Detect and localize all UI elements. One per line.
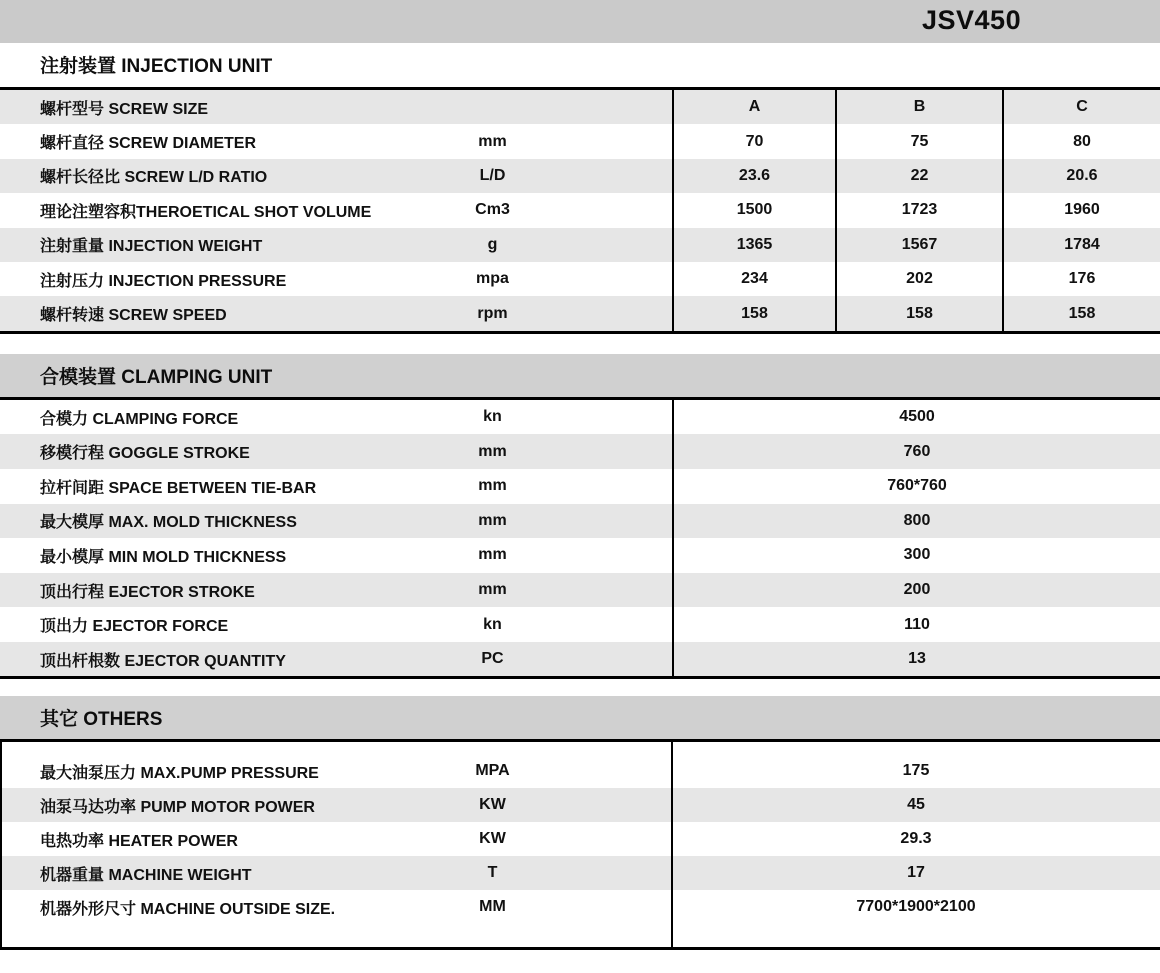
table-row: [0, 159, 1160, 193]
unit-cell: rpm: [477, 304, 508, 322]
unit-cell: kn: [483, 408, 502, 426]
row-label: 合模力 CLAMPING FORCE: [40, 410, 239, 428]
row-label: 顶出杆根数 EJECTOR QUANTITY: [40, 652, 286, 670]
value-c: 1960: [1002, 193, 1160, 227]
unit-cell: KW: [479, 796, 506, 814]
row-label: 螺杆转速 SCREW SPEED: [40, 307, 227, 325]
unit-cell: MPA: [475, 762, 510, 780]
section-band-clamping-unit: [0, 354, 1160, 400]
spacer: [565, 788, 672, 822]
spacer: [565, 754, 672, 788]
spacer: [565, 573, 672, 608]
table-row: [0, 788, 1160, 822]
value-cell: 760*760: [672, 469, 1160, 504]
value-cell: 110: [672, 607, 1160, 642]
value-cell: 800: [672, 504, 1160, 539]
section-band-others: [0, 696, 1160, 742]
unit-cell: Cm3: [475, 201, 510, 219]
top-bar: [0, 0, 1160, 43]
spacer: [565, 228, 672, 262]
value-cell: 200: [672, 573, 1160, 608]
row-label: 油泵马达功率 PUMP MOTOR POWER: [40, 798, 315, 816]
table-header-row: [0, 90, 1160, 124]
table-row: [0, 400, 1160, 435]
others-table: [0, 742, 1160, 950]
table-row: [0, 538, 1160, 573]
value-a: 1500: [672, 193, 835, 227]
row-label: 拉杆间距 SPACE BETWEEN TIE-BAR: [40, 479, 317, 497]
table-row: [0, 193, 1160, 227]
value-cell: 4500: [672, 400, 1160, 435]
value-a: 158: [672, 296, 835, 330]
spacer: [565, 296, 672, 330]
row-label: 机器重量 MACHINE WEIGHT: [40, 866, 252, 884]
unit-cell: mm: [478, 132, 507, 150]
table-row: [0, 262, 1160, 296]
clamping-unit-table: [0, 400, 1160, 680]
spacer: [565, 607, 672, 642]
value-b: 75: [835, 124, 1002, 158]
value-cell: 175: [902, 762, 930, 780]
table-row: [0, 504, 1160, 539]
value-c: 80: [1002, 124, 1160, 158]
section-title-injection-unit: 注射装置 INJECTION UNIT: [40, 56, 273, 77]
value-cell: 45: [907, 796, 925, 814]
value-b: 1723: [835, 193, 1002, 227]
unit-cell: PC: [481, 650, 504, 668]
value-b: 1567: [835, 228, 1002, 262]
value-a: 70: [672, 124, 835, 158]
section-title-others: 其它 OTHERS: [40, 709, 163, 731]
spacer: [565, 538, 672, 573]
value-cell: 29.3: [900, 830, 932, 848]
row-label: 螺杆型号 SCREW SIZE: [40, 100, 209, 118]
table-row: [0, 296, 1160, 330]
value-c: 1784: [1002, 228, 1160, 262]
value-b: 22: [835, 159, 1002, 193]
value-b: 158: [835, 296, 1002, 330]
unit-cell: mm: [478, 477, 507, 495]
unit-cell: mm: [478, 442, 507, 460]
table-row: [0, 890, 1160, 924]
spacer: [565, 642, 672, 677]
unit-cell: mm: [478, 581, 507, 598]
value-cell: 300: [672, 538, 1160, 573]
spacer: [565, 822, 672, 856]
table-row: [0, 642, 1160, 677]
spacer: [565, 434, 672, 469]
table-row: [0, 124, 1160, 158]
row-label: 最大油泵压力 MAX.PUMP PRESSURE: [40, 764, 319, 782]
unit-cell: L/D: [479, 166, 506, 184]
table-row: [0, 607, 1160, 642]
value-cell: 7700*1900*2100: [856, 898, 976, 916]
section-title-clamping-unit: 合模装置 CLAMPING UNIT: [40, 366, 273, 388]
unit-cell: mm: [478, 546, 507, 564]
value-cell: 13: [672, 642, 1160, 677]
unit-cell: [420, 90, 565, 124]
row-label: 机器外形尺寸 MACHINE OUTSIDE SIZE.: [40, 900, 336, 918]
row-label: 理论注塑容积THEROETICAL SHOT VOLUME: [40, 203, 372, 221]
unit-cell: mm: [478, 511, 507, 529]
row-label: 螺杆长径比 SCREW L/D RATIO: [40, 169, 268, 187]
table-row: [0, 754, 1160, 788]
spacer: [565, 890, 672, 924]
row-label: 顶出行程 EJECTOR STROKE: [40, 583, 255, 601]
value-cell: 760: [672, 434, 1160, 469]
model-number: JSV450: [922, 5, 1022, 35]
table-row: [0, 434, 1160, 469]
unit-cell: g: [487, 235, 498, 253]
table-row: [0, 469, 1160, 504]
value-a: 23.6: [672, 159, 835, 193]
spacer: [565, 469, 672, 504]
spacer: [565, 90, 672, 124]
row-label: 注射压力 INJECTION PRESSURE: [40, 272, 287, 290]
column-header-b: B: [835, 90, 1002, 124]
row-label: 最大模厚 MAX. MOLD THICKNESS: [40, 514, 297, 532]
row-label: 注射重量 INJECTION WEIGHT: [40, 238, 263, 256]
row-label: 最小模厚 MIN MOLD THICKNESS: [40, 548, 287, 566]
spacer: [565, 262, 672, 296]
unit-cell: mpa: [476, 270, 509, 288]
value-c: 20.6: [1002, 159, 1160, 193]
unit-cell: T: [487, 864, 498, 882]
injection-unit-table: [0, 87, 1160, 334]
unit-cell: KW: [479, 830, 506, 848]
table-row: [0, 822, 1160, 856]
unit-cell: kn: [483, 615, 502, 633]
spacer: [565, 124, 672, 158]
table-row: [0, 856, 1160, 890]
row-label: 螺杆直径 SCREW DIAMETER: [40, 135, 257, 153]
value-cell: 17: [907, 864, 925, 882]
spacer: [565, 400, 672, 435]
row-label: 电热功率 HEATER POWER: [40, 832, 238, 850]
spacer: [565, 504, 672, 539]
spacer: [565, 856, 672, 890]
row-label: 移模行程 GOGGLE STROKE: [40, 445, 250, 463]
value-c: 158: [1002, 296, 1160, 330]
table-row: [0, 573, 1160, 608]
value-c: 176: [1002, 262, 1160, 296]
spacer: [565, 159, 672, 193]
value-a: 1365: [672, 228, 835, 262]
value-a: 234: [672, 262, 835, 296]
value-b: 202: [835, 262, 1002, 296]
row-label: 顶出力 EJECTOR FORCE: [40, 618, 229, 636]
unit-cell: MM: [479, 898, 506, 916]
table-row: [0, 228, 1160, 262]
column-header-c: C: [1002, 90, 1160, 124]
spacer: [565, 193, 672, 227]
column-header-a: A: [672, 90, 835, 124]
